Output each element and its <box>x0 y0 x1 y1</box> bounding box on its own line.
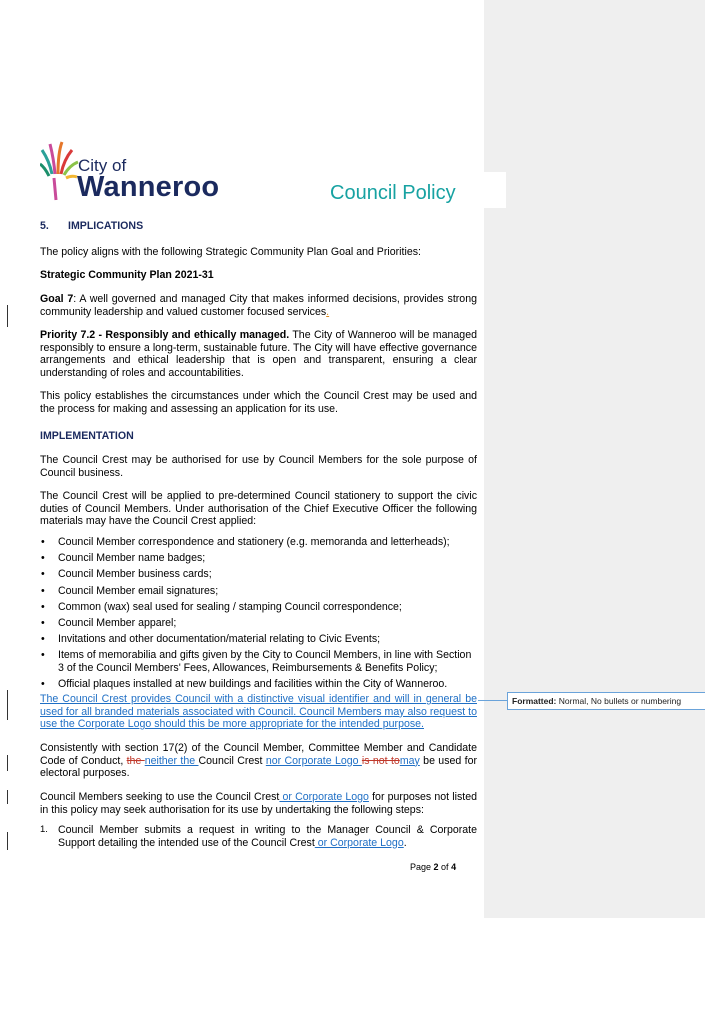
implementation-para-1: The Council Crest may be authorised for use by Council Members for the sole purpose of Council business. <box>40 454 477 479</box>
conduct-inserted-2: nor Corporate Logo <box>265 754 362 767</box>
goal-7-end: . <box>326 305 330 318</box>
section-5-number: 5. <box>40 220 49 232</box>
step-1-text-a: Council Member submits a request in writing to the Manager Council & Corporate Support detailing the intended use of the Council Crest <box>58 824 477 849</box>
priority-7-2-paragraph <box>40 329 477 379</box>
list-item: • Council Member apparel; <box>40 617 477 630</box>
priority-7-2-text: The City of Wanneroo will be managed responsibly to ensure a long-term, sustainable future. The City will have effective governance arrangements and ethical leadership that is open and transparent, ensuring a clear understanding of roles and accountabilities. <box>40 329 477 379</box>
conduct-inserted-3: may <box>399 754 420 767</box>
step-1 <box>40 824 477 849</box>
priority-7-2-label: Priority 7.2 - Responsibly and ethically managed. <box>40 329 290 341</box>
comment-connector <box>478 700 507 701</box>
conduct-text-c: be used for electoral purposes. <box>40 754 477 780</box>
comment-text: Normal, No bullets or numbering <box>556 696 682 706</box>
change-bar <box>7 832 8 850</box>
seeking-inserted: or Corporate Logo <box>279 791 369 803</box>
doc-title: Council Policy <box>330 182 456 204</box>
list-item: • Council Member email signatures; <box>40 585 477 598</box>
conduct-inserted-1: neither the <box>144 754 199 767</box>
list-item: • Council Member name badges; <box>40 552 477 565</box>
implementation-para-2: The Council Crest will be applied to pre-determined Council stationery to support the civic duties of Council Members. Under authorisation of the Chief Executive Officer the following materials may have the Council Crest applied: <box>40 490 477 528</box>
change-bar <box>7 790 8 804</box>
markup-pane-gap <box>484 172 506 208</box>
list-item: • Common (wax) seal used for sealing / stamping Council correspondence; <box>40 601 477 614</box>
conduct-deleted-2: is not to <box>361 754 400 767</box>
change-bar <box>7 755 8 771</box>
section-5-intro: The policy aligns with the following Strategic Community Plan Goal and Priorities: <box>40 246 421 258</box>
list-item: • Council Member correspondence and stationery (e.g. memoranda and letterheads); <box>40 536 477 549</box>
conduct-text-b: Council Crest <box>198 754 266 767</box>
goal-7-text: : A well governed and managed City that makes informed decisions, provides strong community leadership and valued customer focused services <box>40 293 477 318</box>
conduct-deleted-1: the <box>126 754 145 767</box>
seeking-text-b: for purposes not listed in this policy may seek authorisation for its use by undertaking the following steps: <box>40 791 477 816</box>
change-bar <box>7 305 8 327</box>
logo-text-city-of: City of <box>78 156 127 175</box>
section-5 <box>40 220 477 233</box>
page-total: 4 <box>451 862 457 872</box>
markup-pane <box>484 0 705 918</box>
list-item: • Items of memorabilia and gifts given by the City to Council Members, in line with Section 3 of the Council Members' Fees, Allowances, Reimbursements & Benefits Policy; <box>40 649 477 674</box>
strategic-plan-title: Strategic Community Plan 2021-31 <box>40 269 214 281</box>
goal-7-label: Goal 7 <box>40 293 74 305</box>
seeking-authorisation-paragraph <box>40 791 477 816</box>
seeking-text-a: Council Members seeking to use the Council Crest <box>40 791 280 803</box>
list-item: • Official plaques installed at new buildings and facilities within the City of Wanneroo. <box>40 678 477 691</box>
step-1-text-b: . <box>403 836 407 849</box>
implementation-heading: IMPLEMENTATION <box>40 430 134 442</box>
page-number <box>410 862 456 872</box>
page-current: 2 <box>433 862 439 872</box>
list-item: • Council Member business cards; <box>40 568 477 581</box>
page-prefix: Page <box>410 862 434 872</box>
comment-label: Formatted: <box>512 696 557 706</box>
inserted-crest-paragraph: The Council Crest provides Council with a distinctive visual identifier and will in general be used for all branded materials associated with Council. Council Members may also request to use the Corporate Logo should this be more appropriate for the intended purpose. <box>40 693 477 731</box>
step-1-text <box>40 824 477 849</box>
code-of-conduct-paragraph <box>40 742 477 780</box>
goal-7-paragraph <box>40 293 477 318</box>
logo-text-wanneroo: Wanneroo <box>77 171 220 203</box>
formatting-comment[interactable] <box>507 692 705 710</box>
section-5-heading <box>40 220 477 233</box>
step-1-inserted: or Corporate Logo <box>314 836 404 849</box>
page-of: of <box>438 862 452 872</box>
section-5-title: IMPLICATIONS <box>68 220 144 232</box>
policy-establishes-paragraph: This policy establishes the circumstances under which the Council Crest may be used and the process for making and assessing an application for its use. <box>40 390 477 415</box>
conduct-text-a: Consistently with section 17(2) of the Council Member, Committee Member and Candidate Code of Conduct, <box>40 742 477 767</box>
list-item: • Invitations and other documentation/material relating to Civic Events; <box>40 633 477 646</box>
step-1-number: 1. <box>40 824 48 835</box>
crest-materials-list <box>40 536 477 694</box>
change-bar <box>7 690 8 720</box>
